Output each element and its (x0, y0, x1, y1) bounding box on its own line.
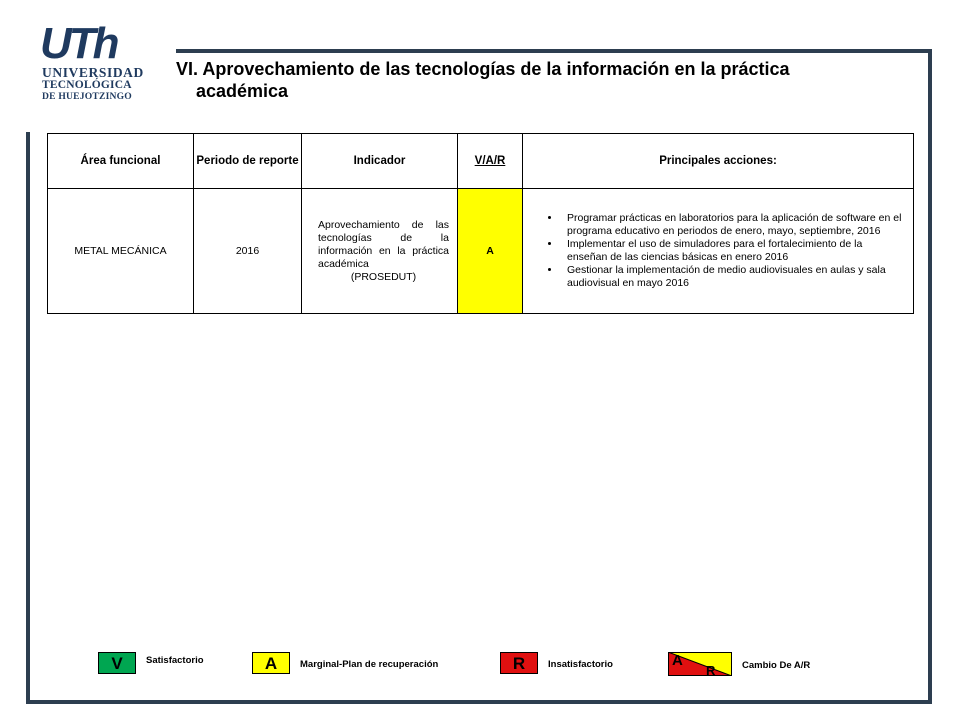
cell-period: 2016 (194, 189, 302, 314)
legend-ar-letter-a: A (672, 652, 683, 669)
page-title-line-2: académica (196, 81, 289, 101)
report-table (47, 133, 914, 314)
frame-bottom-border (26, 700, 932, 704)
indicator-program: (PROSEDUT) (350, 270, 417, 283)
cell-actions (523, 189, 914, 314)
frame-top-border (176, 49, 932, 53)
frame-right-border (928, 49, 932, 704)
legend-v-label: Satisfactorio (146, 655, 204, 666)
header-indicator: Indicador (302, 134, 458, 189)
legend-a-box: A (252, 652, 290, 674)
header-var: V/A/R (458, 134, 523, 189)
cell-area: METAL MECÁNICA (48, 189, 194, 314)
frame-left-border (26, 132, 30, 704)
actions-list (523, 212, 903, 290)
logo-line-3: DE HUEJOTZINGO (42, 91, 132, 102)
legend-a-label: Marginal-Plan de recuperación (300, 659, 439, 670)
header-actions: Principales acciones: (523, 134, 914, 189)
legend-r-box: R (500, 652, 538, 674)
uth-logo-mark-icon (40, 24, 140, 62)
legend-ar-letter-r: R (706, 663, 716, 678)
indicator-text: Aprovechamiento de las tecnologías de la información en la práctica académica (318, 218, 449, 270)
cell-var-status: A (458, 189, 523, 314)
logo-line-2: TECNOLÓGICA (42, 79, 132, 91)
header-period: Periodo de reporte (194, 134, 302, 189)
legend-v-box: V (98, 652, 136, 674)
list-item: • Gestionar la implementación de medio audiovisuales en aulas y sala audiovisual en mayo 2016 (561, 264, 903, 290)
page-title (176, 58, 916, 102)
legend-r-label: Insatisfactorio (548, 659, 613, 670)
logo-line-1: UNIVERSIDAD (42, 65, 144, 80)
svg-text:UTh: UTh (40, 24, 117, 62)
university-logo (40, 24, 144, 104)
header-area: Área funcional (48, 134, 194, 189)
table-row (48, 189, 914, 314)
page-title-line-1: VI. Aprovechamiento de las tecnologías de la información en la práctica (176, 59, 790, 79)
cell-indicator (302, 189, 458, 314)
list-item: • Implementar el uso de simuladores para el fortalecimiento de la enseñan de las ciencias básicas en enero 2016 (561, 238, 903, 264)
legend-ar-label: Cambio De A/R (742, 660, 811, 671)
list-item: • Programar prácticas en laboratorios para la aplicación de software en el programa educativo en periodos de enero, mayo, septiembre, 2016 (561, 212, 903, 238)
legend-ar-box (668, 652, 732, 676)
table-header-row (48, 134, 914, 189)
